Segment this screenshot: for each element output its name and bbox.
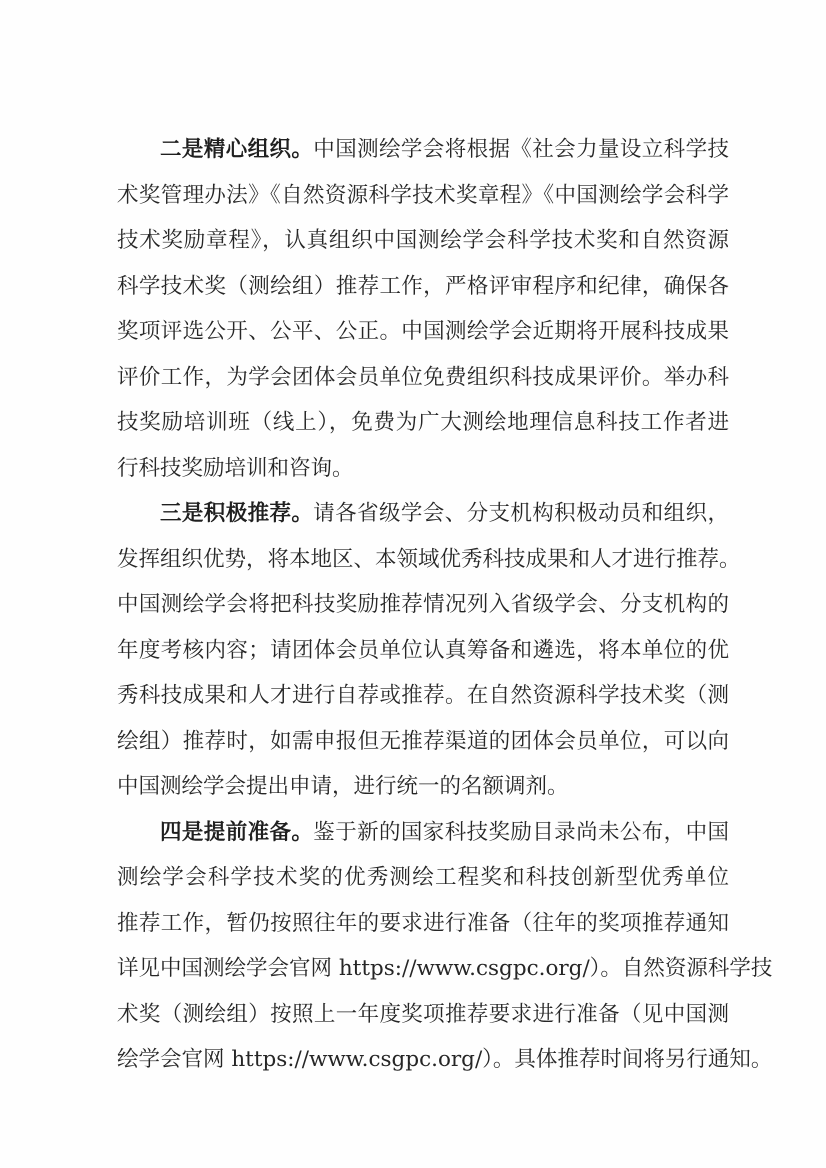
paragraph-line: 术奖管理办法》《自然资源科学技术奖章程》《中国测绘学会科学: [117, 182, 729, 208]
paragraph-line: 技奖励培训班（线上），免费为广大测绘地理信息科技工作者进: [117, 410, 729, 435]
paragraph-heading: 二是精心组织。: [160, 137, 314, 162]
paragraph-first-line: [117, 810, 729, 856]
paragraph-line: 测绘学会科学技术奖的优秀测绘工程奖和科技创新型优秀单位: [117, 865, 729, 890]
paragraph-line-text: 请各省级学会、分支机构积极动员和组织，: [313, 501, 729, 526]
paragraph-first-line: [117, 127, 729, 173]
paragraph-line: 发挥组织优势，将本地区、本领域优秀科技成果和人才进行推荐。: [117, 546, 741, 572]
paragraph-line: 绘组）推荐时，如需申报但无推荐渠道的团体会员单位，可以向: [117, 728, 729, 754]
paragraph-line: 年度考核内容；请团体会员单位认真筹备和遴选，将本单位的优: [117, 637, 729, 663]
paragraph-line: 奖项评选公开、公平、公正。中国测绘学会近期将开展科技成果: [117, 319, 729, 344]
paragraph-line: 术奖（测绘组）按照上一年度奖项推荐要求进行准备（见中国测: [117, 1001, 729, 1027]
paragraph-heading: 三是积极推荐。: [160, 501, 314, 526]
paragraph-active-recommendation: [117, 491, 741, 810]
paragraph-line: 秀科技成果和人才进行自荐或推荐。在自然资源科学技术奖（测: [117, 683, 729, 708]
paragraph-first-line: [117, 491, 729, 537]
paragraph-careful-organization: [117, 127, 729, 491]
paragraph-line: 评价工作，为学会团体会员单位免费组织科技成果评价。举办科: [117, 364, 729, 390]
paragraph-line: 技术奖励章程》，认真组织中国测绘学会科学技术奖和自然资源: [117, 228, 729, 253]
paragraph-line: 科学技术奖（测绘组）推荐工作，严格评审程序和纪律，确保各: [117, 273, 729, 299]
paragraph-line: 中国测绘学会提出申请，进行统一的名额调剂。: [117, 774, 569, 799]
document-body: [117, 127, 773, 1083]
paragraph-line: 中国测绘学会将把科技奖励推荐情况列入省级学会、分支机构的: [117, 592, 729, 617]
paragraph-line: 推荐工作，暂仍按照往年的要求进行准备（往年的奖项推荐通知: [117, 910, 729, 936]
paragraph-line: 详见中国测绘学会官网 https://www.csgpc.org/）。自然资源科学技: [117, 956, 773, 981]
paragraph-line-text: 鉴于新的国家科技奖励目录尚未公布，中国: [313, 819, 729, 845]
paragraph-line: 绘学会官网 https://www.csgpc.org/）。具体推荐时间将另行通知。: [117, 1047, 773, 1072]
paragraph-line-text: 中国测绘学会将根据《社会力量设立科学技: [313, 137, 729, 162]
paragraph-line: 行科技奖励培训和咨询。: [117, 455, 354, 481]
paragraph-advance-preparation: [117, 810, 773, 1083]
paragraph-heading: 四是提前准备。: [160, 819, 314, 845]
